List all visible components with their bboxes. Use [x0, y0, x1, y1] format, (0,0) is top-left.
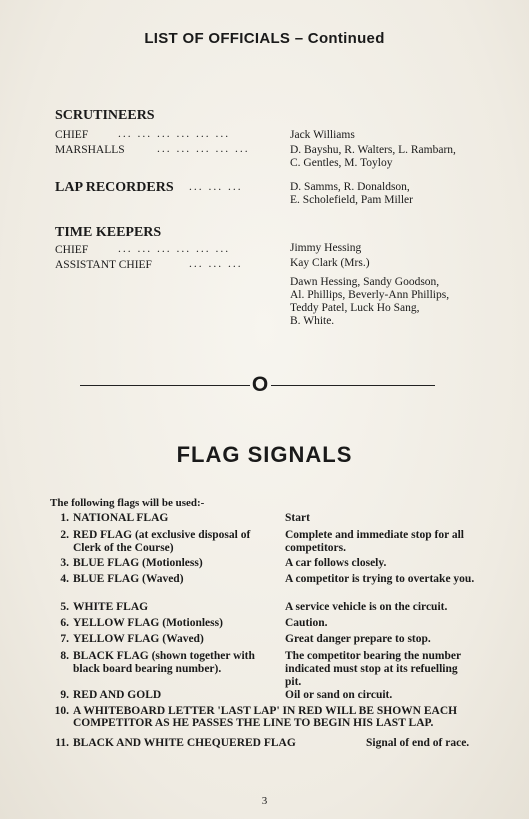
scrutineers-chief-name: Jack Williams	[290, 129, 355, 141]
flag-number: 6.	[60, 617, 69, 629]
flag-number: 11.	[55, 737, 69, 749]
leader-dots: ... ... ... ... ...	[157, 143, 250, 155]
flag-name: BLUE FLAG (Motionless)	[73, 557, 203, 569]
flag-meaning: Complete and immediate stop for all competitors.	[285, 529, 464, 554]
lap-recorders-names-line2: E. Scholefield, Pam Miller	[290, 194, 413, 206]
page-title: LIST OF OFFICIALS – Continued	[144, 30, 385, 47]
flag-meaning: Caution.	[285, 617, 328, 629]
flag-number: 7.	[60, 633, 69, 645]
flag-meaning: A car follows closely.	[285, 557, 387, 569]
flag-intro: The following flags will be used:-	[50, 497, 205, 509]
time-keepers-others-line1: Dawn Hessing, Sandy Goodson,	[290, 276, 440, 288]
leader-dots: ... ... ... ... ... ...	[118, 128, 231, 140]
scrutineers-marshalls-names-line1: D. Bayshu, R. Walters, L. Rambarn,	[290, 144, 456, 156]
divider-mark: O	[251, 373, 269, 396]
flag-name: WHITE FLAG	[73, 601, 149, 613]
flag-name: YELLOW FLAG (Motionless)	[73, 617, 223, 629]
time-keepers-assistant-label: ASSISTANT CHIEF	[55, 259, 152, 271]
flag-meaning: A competitor is trying to overtake you.	[285, 573, 475, 585]
flag-10-line1: A WHITEBOARD LETTER 'LAST LAP' IN RED WILL BE SHOWN EACH	[73, 705, 458, 717]
leader-dots: ... ... ...	[189, 181, 243, 193]
time-keepers-assistant-name: Kay Clark (Mrs.)	[290, 257, 370, 269]
time-keepers-chief-label: CHIEF	[55, 244, 89, 256]
time-keepers-others-line2: Al. Phillips, Beverly-Ann Phillips,	[290, 289, 450, 301]
flag-11-meaning: Signal of end of race.	[366, 737, 470, 749]
flag-name: BLUE FLAG (Waved)	[73, 573, 184, 585]
flag-number: 9.	[60, 689, 69, 701]
flag-name: YELLOW FLAG (Waved)	[73, 633, 204, 645]
flag-meaning: The competitor bearing the number indicated must stop at its refuelling pit.	[285, 650, 461, 688]
flag-name: RED AND GOLD	[73, 689, 162, 701]
lap-recorders-heading: LAP RECORDERS	[55, 180, 174, 195]
flag-number: 4.	[60, 573, 69, 585]
scrutineers-marshalls-names-line2: C. Gentles, M. Toyloy	[290, 157, 393, 169]
flag-name: NATIONAL FLAG	[73, 512, 169, 524]
time-keepers-chief-name: Jimmy Hessing	[290, 242, 362, 254]
leader-dots: ... ... ... ... ... ...	[118, 243, 231, 255]
lap-recorders-names-line1: D. Samms, R. Donaldson,	[290, 181, 410, 193]
time-keepers-others-line3: Teddy Patel, Luck Ho Sang,	[290, 302, 420, 314]
flag-number: 5.	[60, 601, 69, 613]
page-number: 3	[261, 795, 268, 807]
flag-meaning: Great danger prepare to stop.	[285, 633, 431, 645]
flag-name: RED FLAG (at exclusive disposal of Clerk of the Course)	[73, 529, 251, 554]
flag-number: 1.	[60, 512, 69, 524]
flag-name: BLACK FLAG (shown together with black board bearing number).	[73, 650, 255, 675]
flag-number: 8.	[60, 650, 69, 662]
scrutineers-marshalls-label: MARSHALLS	[55, 144, 125, 156]
flag-meaning: Start	[285, 512, 310, 524]
time-keepers-heading: TIME KEEPERS	[55, 225, 162, 240]
flag-number: 10.	[54, 705, 69, 717]
flag-11-name: BLACK AND WHITE CHEQUERED FLAG	[73, 737, 296, 749]
scrutineers-chief-label: CHIEF	[55, 129, 89, 141]
scrutineers-heading: SCRUTINEERS	[55, 108, 155, 123]
time-keepers-others-line4: B. White.	[290, 315, 335, 327]
leader-dots: ... ... ...	[189, 258, 243, 270]
flag-number: 3.	[60, 557, 69, 569]
flag-meaning: A service vehicle is on the circuit.	[285, 601, 448, 613]
flag-10-line2: COMPETITOR AS HE PASSES THE LINE TO BEGIN HIS LAST LAP.	[73, 717, 434, 729]
divider-line-left	[80, 385, 250, 386]
flag-number: 2.	[60, 529, 69, 541]
divider-line-right	[271, 385, 435, 386]
flag-meaning: Oil or sand on circuit.	[285, 689, 393, 701]
flag-signals-title: FLAG SIGNALS	[176, 442, 353, 467]
